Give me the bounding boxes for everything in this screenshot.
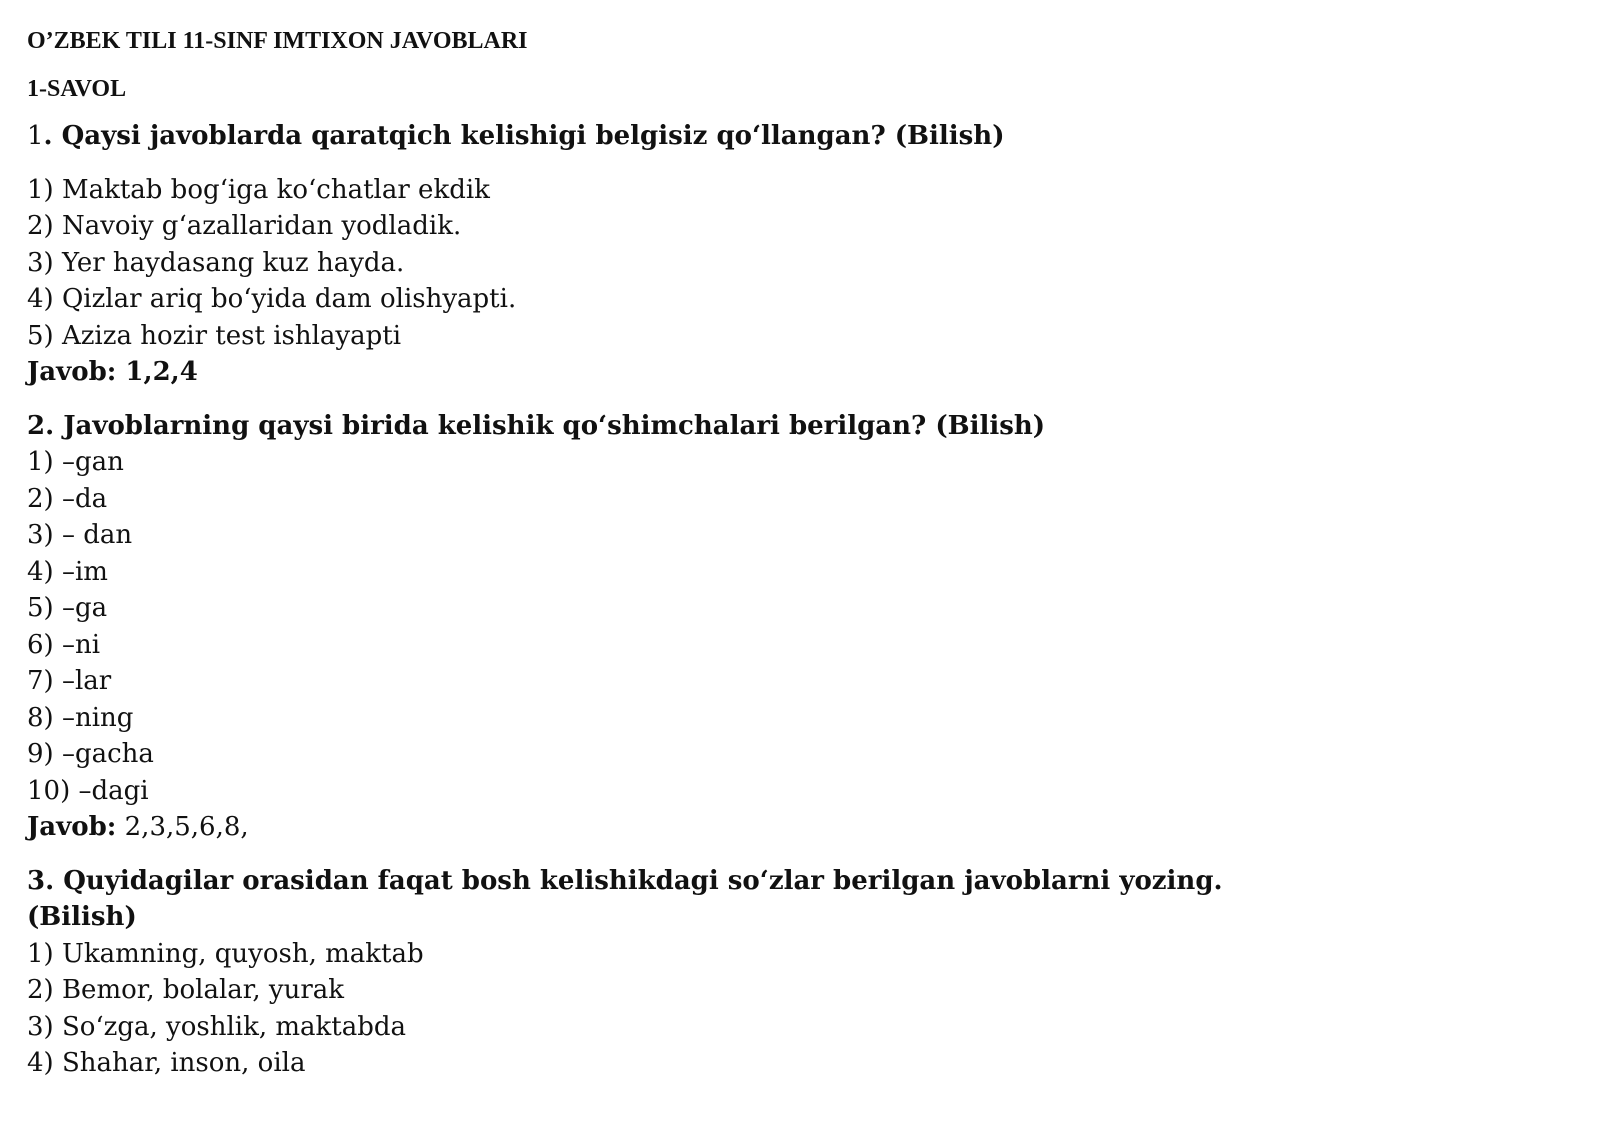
question-3-option-1: 1) Ukamning, quyosh, maktab [27,938,424,969]
question-1-number: 1 [27,121,44,151]
question-2-option-5: 5) –ga [27,593,108,623]
question-2-option-7: 7) –lar [27,666,112,696]
question-1-answer-value: 1,2,4 [116,357,198,387]
question-3-stem-line-2: (Bilish) [27,902,137,932]
question-2-option-10: 10) –dagi [27,775,149,806]
question-3-option-4: 4) Shahar, inson, oila [27,1048,306,1078]
question-2-stem: 2. Javoblarning qaysi birida kelishik qo‘shimchalari berilgan? (Bilish) [27,410,1046,441]
question-2-option-8: 8) –ning [27,702,134,733]
question-2-option-9: 9) –gacha [27,739,154,769]
question-1-option-5: 5) Aziza hozir test ishlayapti [27,320,402,351]
question-2-option-2: 2) –da [27,483,108,514]
document-page [27,26,1567,1082]
question-2-option-3: 3) – dan [27,520,133,550]
question-3-option-3: 3) So‘zga, yoshlik, maktabda [27,1011,407,1042]
question-2-option-6: 6) –ni [27,629,101,660]
question-2-option-4: 4) –im [27,556,108,587]
question-2-option-1: 1) –gan [27,447,124,477]
question-3-stem-line-1: 3. Quyidagilar orasidan faqat bosh kelishikdagi so‘zlar berilgan javoblarni yozing. [27,865,1223,896]
question-2 [27,408,1567,846]
question-1-option-3: 3) Yer haydasang kuz hayda. [27,247,405,278]
question-2-answer-value: 2,3,5,6,8, [116,812,249,842]
question-1-answer [27,354,1567,391]
question-2-answer-label: Javob: [27,812,117,842]
question-1 [27,118,1567,391]
question-1-option-1: 1) Maktab bog‘iga ko‘chatlar ekdik [27,174,490,205]
section-title: 1-SAVOL [27,76,127,102]
question-3-option-2: 2) Bemor, bolalar, yurak [27,975,345,1005]
document-title: O’ZBEK TILI 11-SINF IMTIXON JAVOBLARI [27,28,528,54]
question-1-stem [27,118,1567,155]
question-2-answer [27,809,1567,846]
question-1-text: . Qaysi javoblarda qaratqich kelishigi belgisiz qo‘llangan? (Bilish) [43,121,1005,151]
question-1-option-4: 4) Qizlar ariq bo‘yida dam olishyapti. [27,284,517,314]
question-1-option-2: 2) Navoiy g‘azallaridan yodladik. [27,211,462,241]
question-1-answer-label: Javob: [27,357,117,387]
question-3 [27,863,1567,1082]
